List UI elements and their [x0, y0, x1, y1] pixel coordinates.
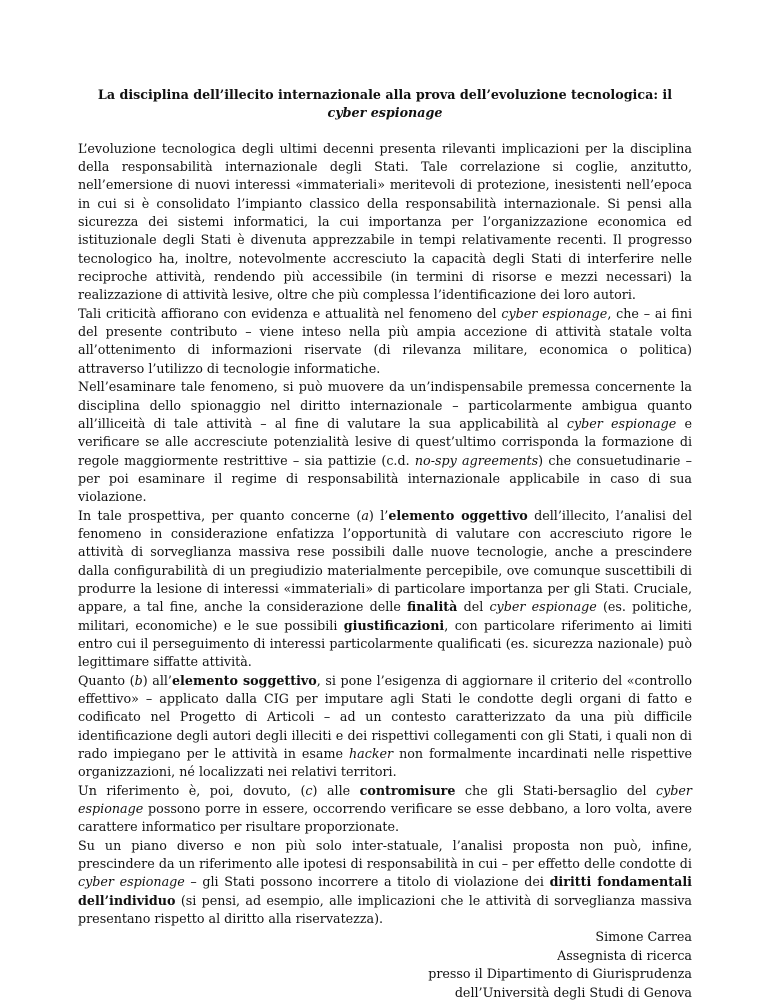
bold-emphasis: contromisure: [359, 782, 456, 798]
paragraph-6: [78, 782, 692, 837]
author-signature: [78, 928, 692, 1001]
bold-emphasis: giustificazioni: [343, 617, 445, 633]
paragraph-5: [78, 672, 692, 782]
bold-emphasis: elemento soggettivo: [171, 672, 317, 688]
paragraph-2: [78, 305, 692, 378]
text-run: (es. politiche, militari, economiche) e le sue possibili: [78, 599, 692, 633]
bold-emphasis: finalità: [407, 599, 458, 615]
italic-term: cyber espionage: [566, 415, 677, 431]
text-run: , si pone l’esigenza di aggiornare il criterio del «controllo effettivo» – applicato dalla CIG per imputare agli Stati le condotte degli organi di fatto e codificato nel Progetto di Articoli – ad un contesto caratterizzato da una più difficile identificazione degli autori degli illeciti e dei rispettivi collegamenti con gli Stati, i quali non di rado impiegano per le attività in esame: [78, 672, 693, 762]
text-run: – gli Stati possono incorrere a titolo di violazione dei: [184, 874, 550, 890]
text-run: che gli Stati-bersaglio del: [455, 782, 657, 798]
text-run: La disciplina dell’illecito internazionale alla prova dell’evoluzione tecnologica: il: [97, 87, 673, 102]
text-run: , che – ai fini del presente contributo – viene inteso nella più ampia accezione di attività statale volta all’ottenimento di informazioni riservate (di rilevanza militare, economica o politica) attraverso l’utilizzo di tecnologie informatiche.: [78, 305, 692, 376]
italic-term: cyber espionage: [501, 305, 608, 321]
italic-term: c: [305, 782, 313, 798]
text-run: Tali criticità affiorano con evidenza e attualità nel fenomeno del: [78, 305, 502, 321]
bold-emphasis: elemento oggettivo: [388, 507, 528, 523]
bold-emphasis: diritti fondamentali dell’individuo: [78, 874, 692, 908]
italic-term: b: [134, 672, 143, 688]
author-university: dell’Università degli Studi di Genova: [454, 984, 692, 1000]
paragraph-4: [78, 507, 692, 672]
author-department: presso il Dipartimento di Giurisprudenza: [428, 966, 692, 982]
text-run: , con particolare riferimento ai limiti entro cui il perseguimento di interessi particolarmente qualificati (es. sicurezza nazionale) può legittimare siffatte attività.: [78, 617, 692, 670]
italic-term: no-spy agreements: [414, 452, 539, 468]
italic-term: cyber espionage: [78, 874, 185, 890]
text-run: (si pensi, ad esempio, alle implicazioni che le attività di sorveglianza massiva presentano rispetto al diritto alla riservatezza).: [78, 892, 692, 927]
text-run: Un riferimento è, poi, dovuto, (: [78, 782, 306, 798]
italic-term: a: [361, 507, 369, 523]
paragraph-1: [78, 140, 692, 305]
italic-term: cyber espionage: [489, 599, 597, 615]
italic-term: hacker: [349, 746, 394, 762]
text-run: non formalmente incardinati nelle rispettive organizzazioni, né localizzati nei relativi territori.: [78, 746, 692, 780]
document-title: [78, 86, 692, 123]
italic-term: cyber espionage: [78, 782, 692, 817]
paragraph-7: [78, 837, 692, 929]
text-run: ) l’: [368, 507, 389, 523]
author-name: Simone Carrea: [595, 929, 692, 945]
text-run: dell’illecito, l’analisi del fenomeno in considerazione enfatizza l’opportunità di valutare con accresciuto rigore le attività di sorveglianza massiva rese possibili dalle nuove tecnologie, anche a prescindere dalla configurabilità di un pregiudizio materialmente percepibile, ove comunque suscettibili di produrre la lesione di interessi «immateriali» di particolare importanza per gli Stati. Cruciale, appare, a tal fine, anche la considerazione delle: [78, 507, 692, 615]
text-run: del: [457, 599, 490, 615]
text-run: ) che consuetudinarie – per poi esaminare il regime di responsabilità internazionale applicabile in caso di sua violazione.: [78, 452, 692, 505]
author-role: Assegnista di ricerca: [557, 947, 692, 963]
text-run: e verificare se alle accresciute potenzialità lesive di quest’ultimo corrisponda la formazione di regole maggiormente restrittive – sia pattizie (c.d.: [78, 415, 692, 468]
text-run: ) all’: [142, 672, 172, 688]
text-run: ) alle: [312, 782, 360, 798]
document-page: [78, 86, 692, 1002]
text-run: In tale prospettiva, per quanto concerne (: [78, 507, 362, 523]
text-run: Nell’esaminare tale fenomeno, si può muovere da un’indispensabile premessa concernente la disciplina dello spionaggio nel diritto internazionale – particolarmente ambigua quanto all’illiceità di tale attività – al fine di valutare la sua applicabilità al: [78, 379, 692, 431]
paragraph-3: [78, 378, 692, 506]
text-run: L’evoluzione tecnologica degli ultimi decenni presenta rilevanti implicazioni per la disciplina della responsabilità internazionale degli Stati. Tale correlazione si coglie, anzitutto, nell’emersione di nuovi interessi «immateriali» meritevoli di protezione, inesistenti nell’epoca in cui si è consolidato l’impianto classico della responsabilità internazionale. Si pensi alla sicurezza dei sistemi informatici, la cui importanza per l’organizzazione economica ed istituzionale degli Stati è divenuta apprezzabile in tempi relativamente recenti. Il progresso tecnologico ha, inoltre, notevolmente accresciuto la capacità degli Stati di interferire nelle reciproche attività, rendendo più accessibile (in termini di risorse e mezzi necessari) la realizzazione di attività lesive, oltre che più complessa l’identificazione dei loro autori.: [78, 140, 692, 303]
text-run: Su un piano diverso e non più solo inter-statuale, l’analisi proposta non può, infine, prescindere da un riferimento alle ipotesi di responsabilità in cui – per effetto delle condotte di: [78, 837, 692, 872]
italic-term: cyber espionage: [327, 105, 443, 121]
text-run: Quanto (: [78, 672, 135, 688]
text-run: possono porre in essere, occorrendo verificare se esse debbano, a loro volta, avere carattere informatico per risultare proporzionate.: [78, 801, 692, 835]
